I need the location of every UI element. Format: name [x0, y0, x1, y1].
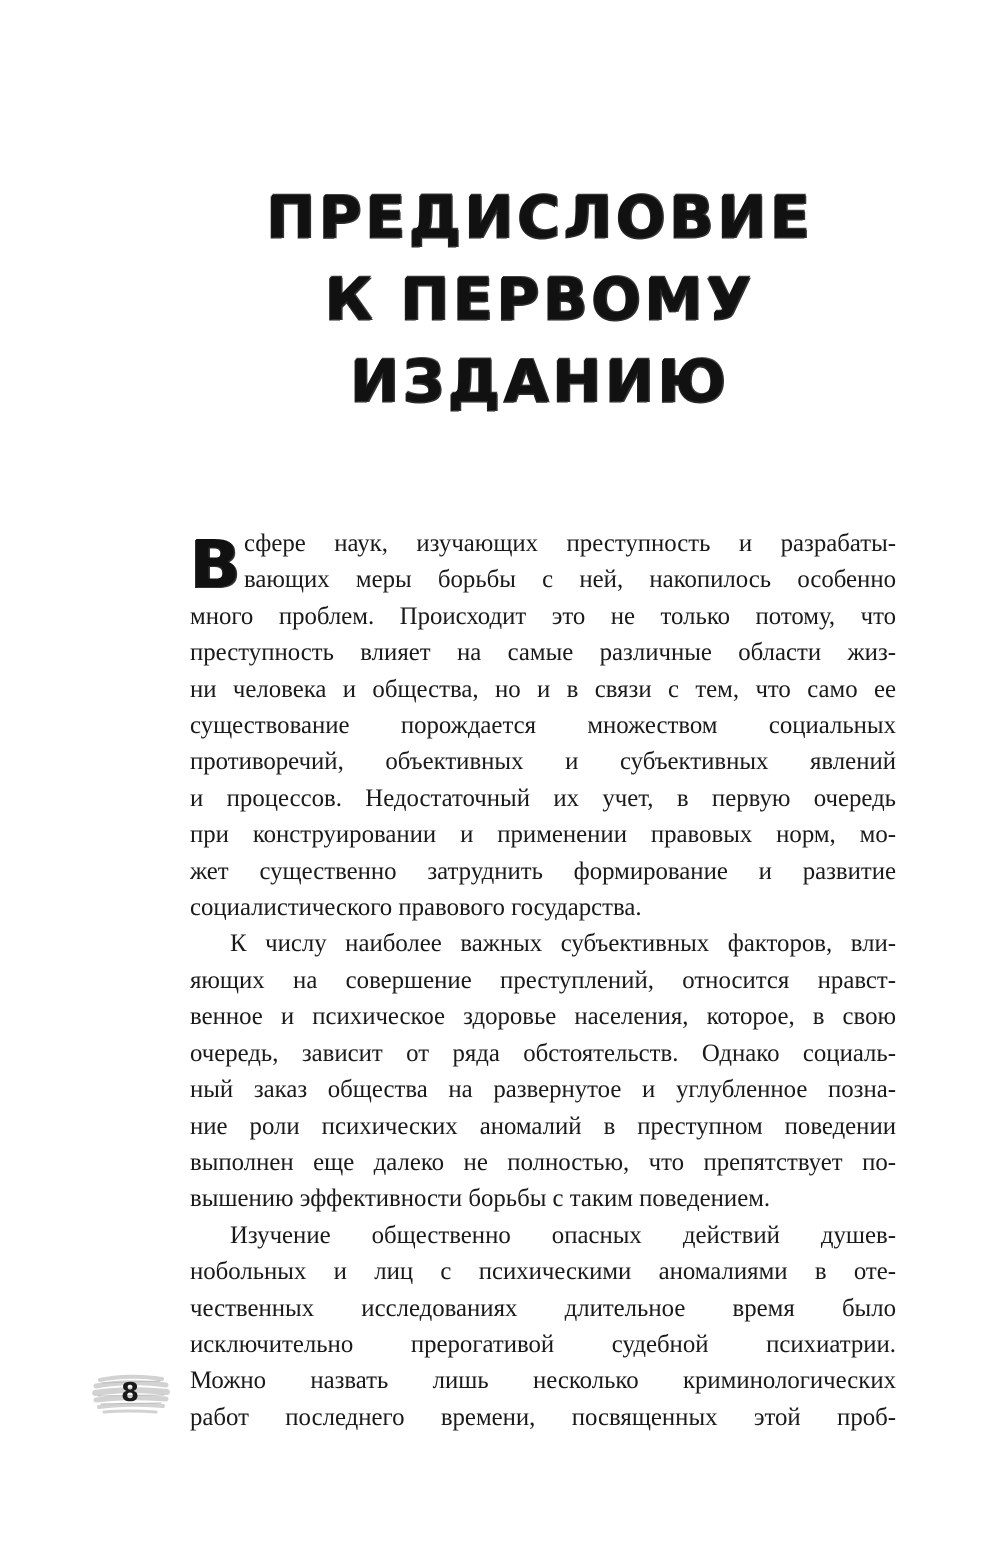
text-line: жет существенно затруднить формирование и развитие: [190, 857, 896, 885]
text-line: противоречий, объективных и субъективных явлений: [190, 748, 896, 776]
paragraph-2: [190, 926, 896, 1217]
text-line: работ последнего времени, посвященных этой проб-: [190, 1403, 896, 1431]
text-line: выполнен еще далеко не полностью, что препятствует по-: [190, 1148, 896, 1176]
text-line: ни человека и общества, но и в связи с тем, что само ее: [190, 675, 896, 703]
text-line: сфере наук, изучающих преступность и разрабаты-: [244, 530, 896, 557]
text-line: социалистического правового государства.: [190, 894, 642, 922]
chapter-title-line-1: ПРЕДИСЛОВИЕ: [266, 183, 814, 251]
text-line: при конструировании и применении правовых норм, мо-: [190, 821, 896, 849]
text-line: чественных исследованиях длительное время было: [190, 1294, 896, 1322]
body-text: [190, 526, 896, 1436]
text-line: К числу наиболее важных субъективных факторов, вли-: [230, 930, 896, 958]
text-line: нобольных и лиц с психическими аномалиями в оте-: [190, 1258, 896, 1286]
text-line: Можно назвать лишь несколько криминологических: [190, 1367, 896, 1395]
paragraph-1: [190, 526, 896, 926]
text-line: яющих на совершение преступлений, относится нравст-: [190, 966, 896, 994]
text-line: существование порождается множеством социальных: [190, 712, 896, 740]
text-line: много проблем. Происходит это не только потому, что: [190, 602, 896, 630]
page-number: 8: [120, 1378, 140, 1408]
paragraph-3: [190, 1218, 896, 1436]
text-line: преступность влияет на самые различные области жиз-: [190, 639, 896, 667]
text-line: вающих меры борьбы с ней, накопилось особенно: [244, 566, 896, 594]
page-number-badge: [90, 1368, 170, 1418]
text-line: исключительно прерогативой судебной психиатрии.: [190, 1330, 896, 1358]
text-line: Изучение общественно опасных действий душев-: [230, 1221, 896, 1249]
chapter-title-line-2: К ПЕРВОМУ ИЗДАНИЮ: [324, 265, 756, 415]
text-line: венное и психическое здоровье населения, которое, в свою: [190, 1003, 896, 1031]
chapter-title: [150, 176, 930, 422]
text-line: и процессов. Недостаточный их учет, в первую очередь: [190, 784, 896, 812]
text-line: вышению эффективности борьбы с таким поведением.: [190, 1185, 771, 1213]
text-line: ный заказ общества на развернутое и углубленное позна-: [190, 1076, 896, 1104]
text-line: ние роли психических аномалий в преступном поведении: [190, 1112, 896, 1140]
text-line: очередь, зависит от ряда обстоятельств. Однако социаль-: [190, 1039, 896, 1067]
drop-cap: В: [190, 526, 241, 603]
